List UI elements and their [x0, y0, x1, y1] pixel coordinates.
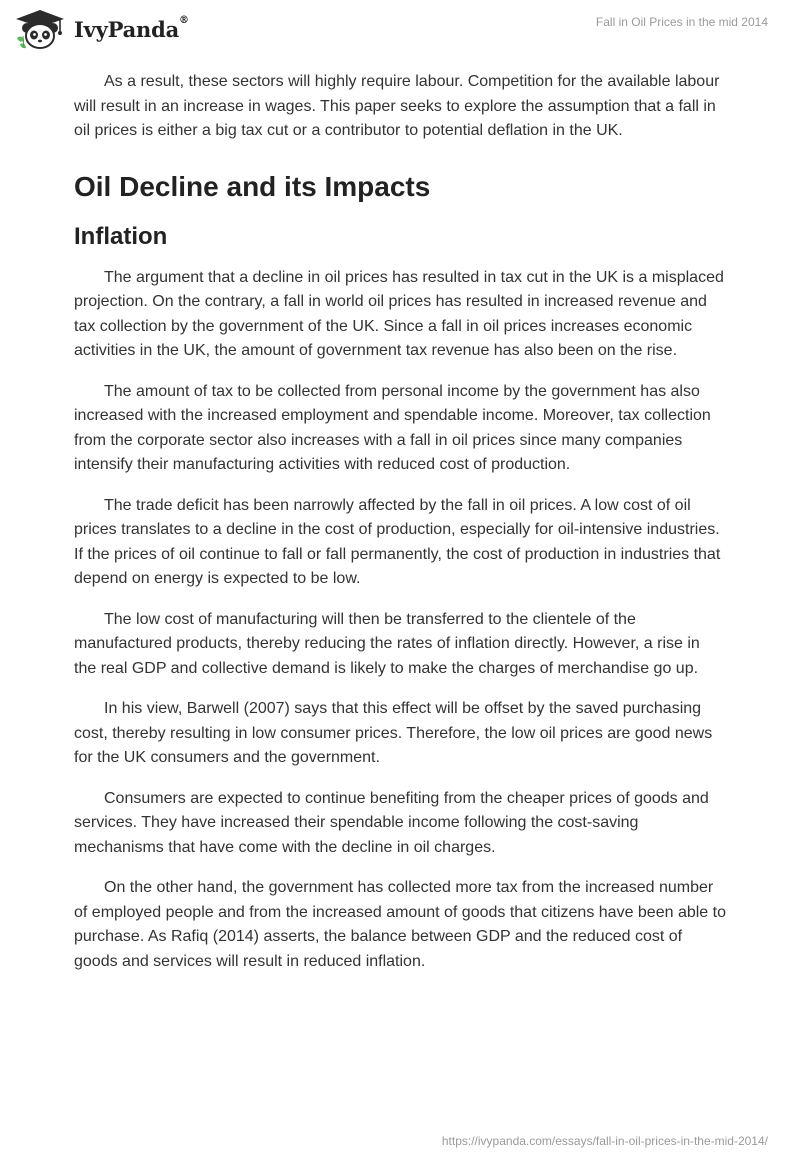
body-paragraph: In his view, Barwell (2007) says that this effect will be offset by the saved purchasing cost, thereby resulting in low consumer prices. Therefore, the low oil prices are good news for the UK consumers and the government. — [74, 700, 713, 766]
body-paragraph: The argument that a decline in oil prices has resulted in tax cut in the UK is a misplaced projection. On the contrary, a fall in world oil prices has resulted in increased revenue and tax collection by the government of the UK. Since a fall in oil prices increases economic activities in the UK, the amount of government tax revenue has also been on the rise. — [74, 268, 724, 359]
brand-name: IvyPanda® — [74, 14, 189, 42]
body-paragraph: Consumers are expected to continue benefiting from the cheaper prices of goods and services. They have increased their spendable income following the cost-saving mechanisms that have come with the decline in oil charges. — [74, 789, 709, 856]
body-paragraph: The trade deficit has been narrowly affected by the fall in oil prices. A low cost of oil prices translates to a decline in the cost of production, especially for oil-intensive industries. If the prices of oil continue to fall or fall permanently, the cost of production in industries that depend on energy is expected to be low. — [74, 496, 721, 587]
section-heading: Oil Decline and its Impacts — [74, 170, 431, 202]
body-paragraph: The amount of tax to be collected from personal income by the government has also increased with the increased employment and spendable income. Moreover, tax collection from the corporate sector also increases with a fall in oil prices since many companies intensify their manufacturing activities with reduced cost of production. — [74, 382, 711, 473]
document-title: Fall in Oil Prices in the mid 2014 — [595, 15, 768, 29]
body-paragraph: On the other hand, the government has collected more tax from the increased number of employed people and from the increased amount of goods that citizens have been able to purchase. As Rafiq (2014) asserts, the balance between GDP and the reduced cost of goods and services will result in reduced inflation. — [74, 879, 726, 970]
registered-mark: ® — [179, 14, 189, 26]
page-header — [0, 0, 800, 60]
source-url[interactable]: https://ivypanda.com/essays/fall-in-oil-prices-in-the-mid-2014/ — [441, 1134, 768, 1148]
article-body — [74, 70, 726, 990]
panda-graduate-icon — [14, 8, 66, 50]
intro-paragraph: As a result, these sectors will highly require labour. Competition for the available labour will result in an increase in wages. This paper seeks to explore the assumption that a fall in oil prices is either a big tax cut or a contributor to potential deflation in the UK. — [74, 73, 720, 139]
body-paragraph: The low cost of manufacturing will then be transferred to the clientele of the manufactured products, thereby reducing the rates of inflation directly. However, a rise in the real GDP and collective demand is likely to make the charges of merchandise go up. — [74, 610, 700, 677]
ivypanda-logo[interactable] — [14, 8, 189, 50]
subsection-heading: Inflation — [74, 222, 168, 250]
